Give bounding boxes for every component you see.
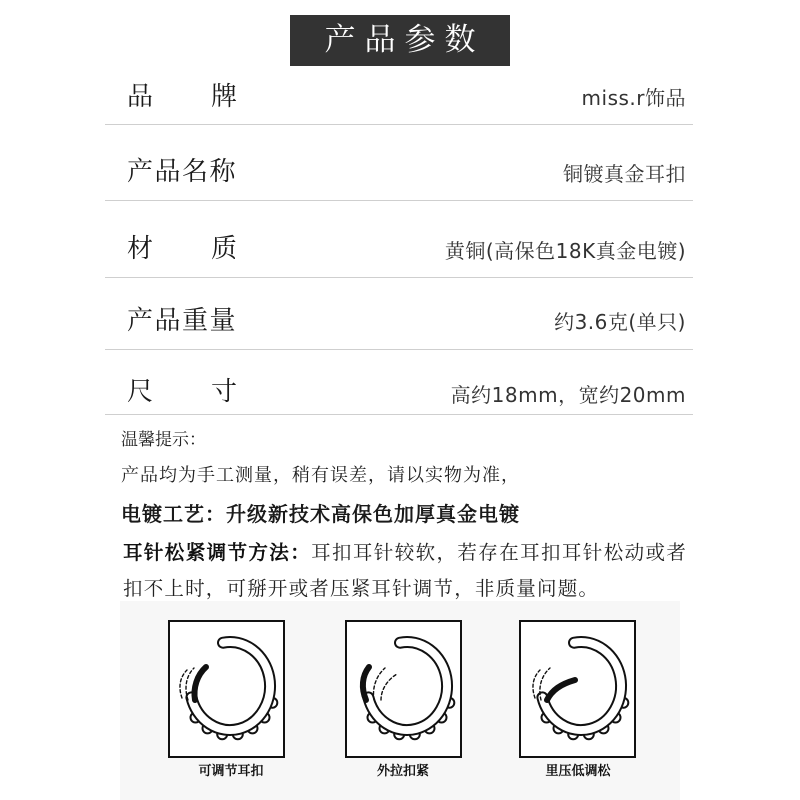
hoop-diagram-adjustable	[170, 622, 283, 756]
section-title-banner	[290, 15, 510, 66]
divider	[105, 277, 693, 278]
note-plating: 电镀工艺：升级新技术高保色加厚真金电镀	[121, 502, 520, 526]
notes-title: 温馨提示：	[121, 430, 206, 450]
diagram-caption-pull-out: 外拉扣紧	[376, 764, 429, 779]
spec-label-size: 尺寸	[127, 377, 296, 407]
divider	[105, 124, 693, 125]
pin-pressed-in-icon	[519, 620, 636, 758]
pin-pulled-out-icon	[345, 620, 462, 758]
note-adjustment-text: 耳扣耳针较软，若存在耳扣耳针松动或者	[311, 541, 688, 564]
diagram-caption-press-in: 里压低调松	[545, 764, 611, 779]
spec-value-weight: 约3.6克(单只)	[554, 310, 686, 334]
spec-label-brand: 品牌	[127, 82, 296, 112]
note-adjustment-line-2: 扣不上时，可掰开或者压紧耳针调节，非质量问题。	[123, 577, 600, 600]
section-title: 产品参数	[324, 22, 485, 58]
ear-pin-ghost	[373, 668, 385, 700]
hoop-band	[191, 642, 270, 730]
hoop-band	[368, 642, 447, 730]
spec-label-weight: 产品重量	[127, 306, 238, 336]
ear-pin	[547, 680, 575, 700]
ear-pin-ghost	[381, 674, 397, 700]
note-adjustment-label: 耳针松紧调节方法：	[123, 541, 312, 564]
spec-value-material: 黄铜(高保色18K真金电镀)	[444, 239, 686, 263]
note-adjustment-line-1	[123, 541, 687, 565]
diagram-caption-adjustable: 可调节耳扣	[198, 764, 264, 779]
hoop-diagram-pull-out	[347, 622, 460, 756]
adjustable-hoop-earring-icon	[168, 620, 285, 758]
spec-label-material: 材质	[127, 234, 296, 264]
divider	[105, 349, 693, 350]
ear-pin	[194, 667, 206, 700]
divider	[105, 414, 693, 415]
spec-value-brand: miss.r饰品	[581, 86, 686, 110]
hoop-band	[542, 642, 621, 730]
spec-value-size: 高约18mm，宽约20mm	[450, 383, 686, 407]
spec-label-product-name: 产品名称	[127, 157, 238, 187]
note-measurement: 产品均为手工测量，稍有误差，请以实物为准，	[121, 465, 520, 486]
divider	[105, 200, 693, 201]
hoop-diagram-press-in	[521, 622, 634, 756]
spec-value-product-name: 铜镀真金耳扣	[563, 162, 686, 186]
